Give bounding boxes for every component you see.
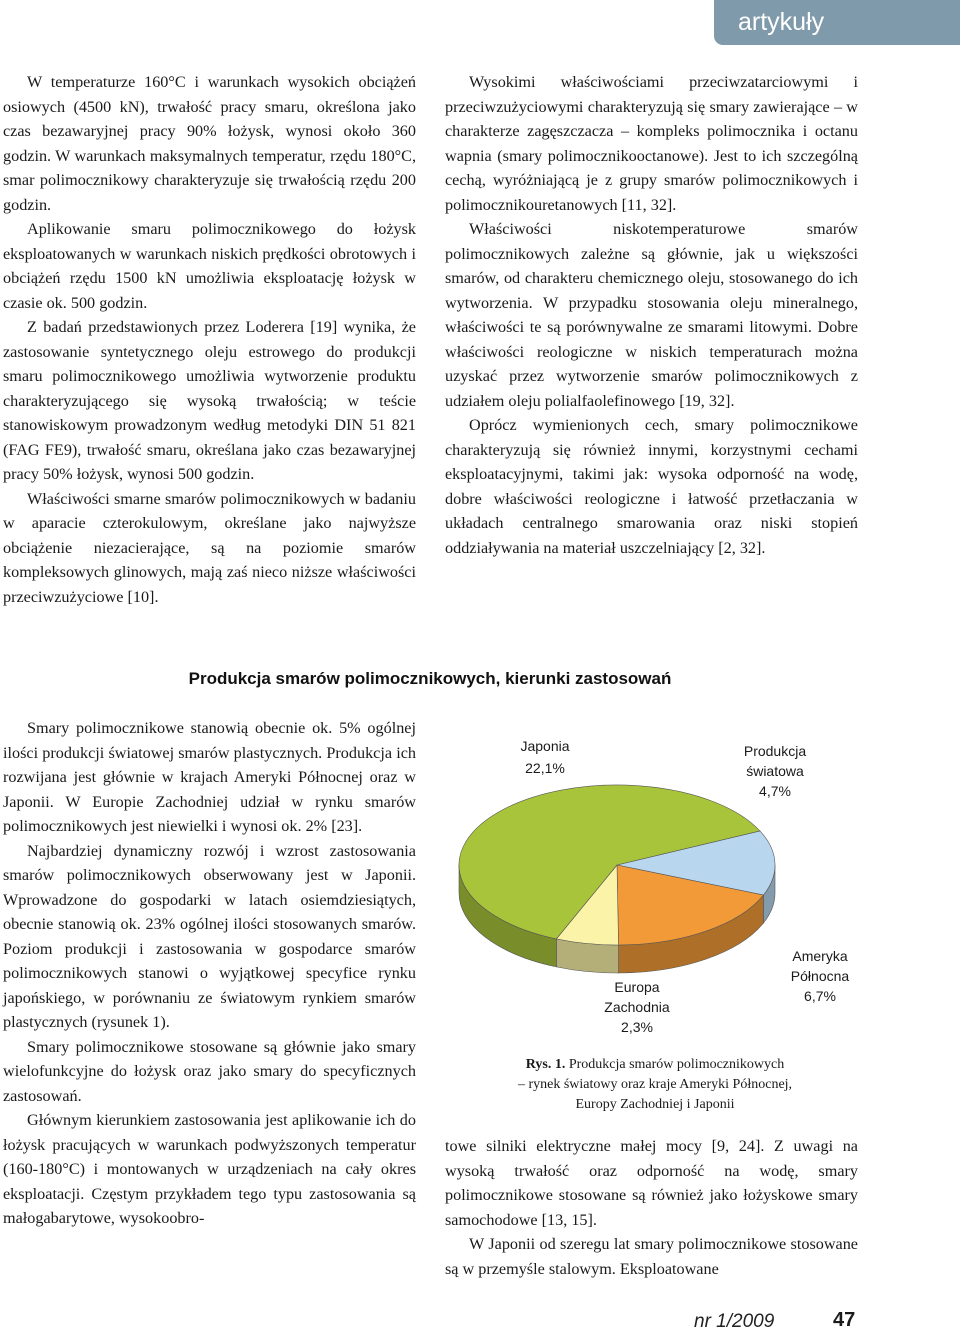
paragraph: W temperaturze 160°C i warunkach wysokich obciążeń osiowych (4500 kN), trwałość pracy smaru, określona jako czas bezawaryjnej pracy 90% łożysk, wynosi około 360 godzin. W warunkach maksymalnych temperatur, rzędu 180°C, smar polimocznikowy charakteryzuje się trwałością rzędu 200 godzin.	[3, 73, 416, 214]
paragraph: Z badań przedstawionych przez Loderera [19] wynika, że zastosowanie syntetycznego oleju estrowego do produkcji smaru polimocznikowego umożliwia wytworzenie produktu charakteryzującego się wysoką trwałością; w teście stanowiskowym prowadzonym według metodyki DIN 51 821 (FAG FE9), trwałość smaru, określana jako czas bezawaryjnej pracy 50% łożysk, wynosi 500 godzin.	[3, 318, 416, 483]
paragraph: Smary polimocznikowe stosowane są głównie jako smary wielofunkcyjne do łożysk oraz jako smary do specyficznych zastosowań.	[3, 1037, 416, 1105]
page-number: 47	[833, 1309, 856, 1331]
slice-value-label: 6,7%	[804, 988, 836, 1004]
slice-value-label: 4,7%	[759, 783, 791, 799]
paragraph: Właściwości smarne smarów polimocznikowych w badaniu w aparacie czterokulowym, określane jako najwyższe obciążenie niezacierające, są na poziomie smarów kompleksowych glinowych, mają zaś nieco niższe właściwości przeciwzużyciowe [10].	[3, 489, 416, 606]
slice-label: Produkcja	[743, 743, 807, 759]
figure-caption	[470, 1055, 840, 1115]
caption-line: Europy Zachodniej i Japonii	[575, 1097, 735, 1112]
slice-label: Japonia	[520, 738, 570, 754]
paragraph: Głównym kierunkiem zastosowania jest aplikowanie ich do łożysk pracujących w warunkach podwyższonych temperatur (160-180°C) i montowanych w urządzeniach na cały okres eksploatacji. Częstym przykładem tego typu zastosowania są małogabarytowe, wysokoobro-	[3, 1111, 416, 1227]
slice-label: Północna	[790, 968, 850, 984]
slice-label: Europa	[614, 979, 660, 995]
pie-chart-svg	[445, 730, 875, 1050]
article-column-bottom-right	[445, 1134, 858, 1281]
issue-number: nr 1/2009	[694, 1311, 775, 1332]
slice-value-label: 2,3%	[621, 1019, 653, 1035]
paragraph: Najbardziej dynamiczny rozwój i wzrost zastosowania smarów polimocznikowych obserwowany jest w Japonii. Wprowadzone do gospodarki w latach osiemdziesiątych, obecnie stanowią ok. 23% ogólnej ilości stosowanych smarów. Poziom produkcji i zastosowania w gospodarce smarów polimocznikowych stanowi o wyjątkowej specyfice rynku japońskiego, w porównaniu ze światowym rynkiem smarów plastycznych (rysunek 1).	[3, 841, 416, 1031]
caption-line	[470, 1055, 840, 1075]
slice-label: światowa	[746, 763, 804, 779]
paragraph: Właściwości niskotemperaturowe smarów polimocznikowych zależne są głównie, jak u większości smarów, od charakteru chemicznego oleju, stosowanego do ich wytworzenia. W przypadku stosowania oleju mineralnego, właściwości te są porównywalne ze smarami litowymi. Dobre właściwości reologiczne w niskich temperaturach można uzyskać przez wytworzenie smarów polimocznikowych z udziałem oleju polialfaolefinowego [19, 32].	[445, 220, 858, 410]
paragraph: Oprócz wymienionych cech, smary polimocznikowe charakteryzują się również innymi, korzystnymi cechami eksploatacyjnymi, takimi jak: wysoka odporność na wodę, dobre właściwości reologiczne i łatwość przetłaczania w układach centralnego smarowania oraz niski stopień oddziaływania na materiał uszczelniający [2, 32].	[445, 416, 858, 557]
section-heading: Produkcja smarów polimocznikowych, kierunki zastosowań	[188, 669, 672, 688]
caption-text: Produkcja smarów polimocznikowych	[568, 1057, 785, 1072]
section-tag: artykuły	[714, 0, 960, 45]
article-column-top-right	[445, 70, 858, 560]
slice-value-label: 22,1%	[525, 760, 565, 776]
paragraph: towe silniki elektryczne małej mocy [9, 24]. Z uwagi na wysoką trwałość oraz odporność na wodę, smary polimocznikowe stosowane są również jako łożyskowe smary samochodowe [13, 15].	[445, 1137, 858, 1229]
paragraph: W Japonii od szeregu lat smary polimocznikowe stosowane są w przemyśle stalowym. Eksploatowane	[445, 1235, 858, 1278]
article-column-top-left	[3, 70, 416, 609]
article-column-bottom-left	[3, 716, 416, 1231]
paragraph: Wysokimi właściwościami przeciwzatarciowymi i przeciwzużyciowymi charakteryzują się smary zawierające – w charakterze zagęszczacza – kompleks polimocznika i octanu wapnia (smary polimocznikooctanowe). Jest to ich szczególną cechą, wyróżniającą je z grupy smarów polimocznikowych i polimocznikouretanowych [11, 32].	[445, 73, 858, 214]
pie-chart	[445, 730, 875, 1050]
caption-line: – rynek światowy oraz kraje Ameryki Północnej,	[517, 1077, 793, 1092]
slice-label: Zachodnia	[604, 999, 670, 1015]
paragraph: Smary polimocznikowe stanowią obecnie ok. 5% ogólnej ilości produkcji światowej smarów plastycznych. Produkcja ich rozwijana jest głównie w krajach Ameryki Północnej oraz w Japonii. W Europie Zachodniej udział w rynku smarów polimocznikowych jest niewielki i wynosi ok. 2% [23].	[3, 719, 416, 835]
caption-label: Rys. 1.	[525, 1057, 566, 1072]
paragraph: Aplikowanie smaru polimocznikowego do łożysk eksploatowanych w warunkach niskich prędkości obrotowych i obciążeń rzędu 1500 kN umożliwia eksploatację łożysk w czasie ok. 500 godzin.	[3, 220, 416, 312]
slice-label: Ameryka	[792, 948, 848, 964]
